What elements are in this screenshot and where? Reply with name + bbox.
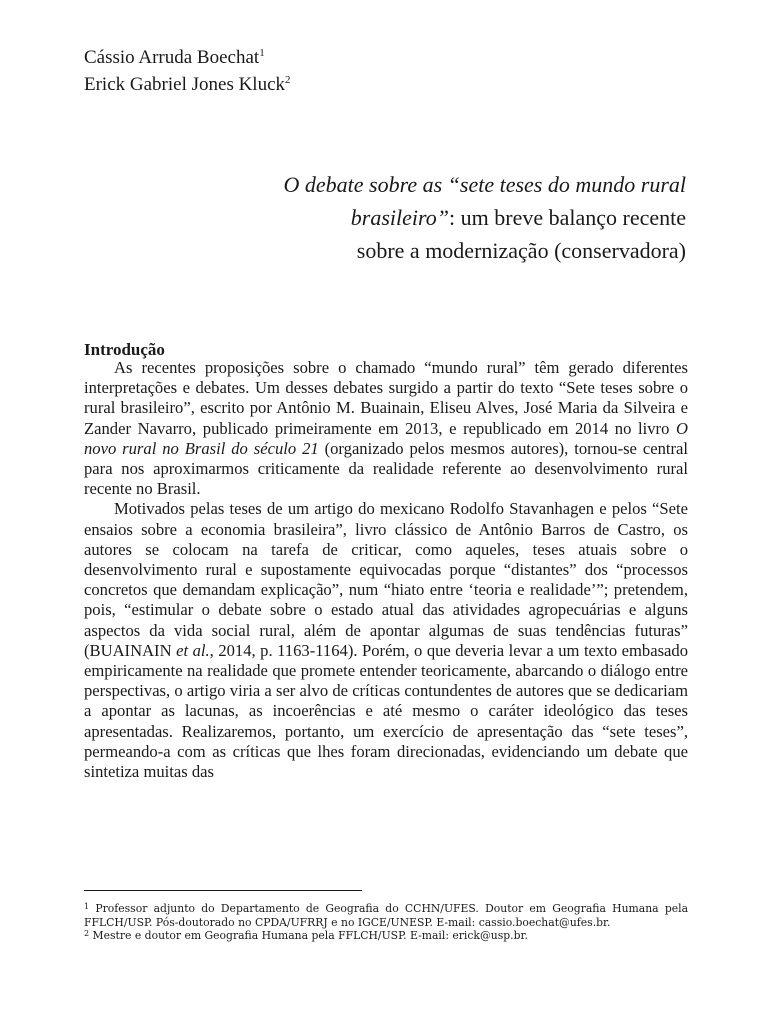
footnote-1: $^1$ Professor adjunto do Departamento de Geografia do CCHN/UFES. Doutor em Geografia Humana pela FFLCH/USP. Pós-doutorado no CPDA/UFRRJ e no IGCE/UNESP. E-mail: cassio.boechat@ufes.br. <box>84 902 689 929</box>
title-line-1: O debate sobre as “sete teses do mundo rural <box>283 172 686 197</box>
paper-title <box>126 168 686 267</box>
author-list <box>84 44 291 98</box>
paragraph-1: As recentes proposições sobre o chamado “mundo rural” têm gerado diferentes interpretações e debates. Um desses debates surgido a partir do texto “Sete teses sobre o rural brasileiro”, escrito por Antônio M. Buainain, Eliseu Alves, José Maria da Silveira e Zander Navarro, publicado primeiramente em 2013, e republicado em 2014 no livro O novo rural no Brasil do século 21 (organizado pelos mesmos autores), tornou-se central para nos aproximarmos criticamente da realidade referente ao desenvolvimento rural recente no Brasil. <box>84 358 688 499</box>
footnotes <box>84 902 688 943</box>
author-1: Cássio Arruda Boechat$^1$ <box>84 47 265 68</box>
title-line-3: sobre a modernização (conservadora) <box>356 238 686 263</box>
paragraph-2: Motivados pelas teses de um artigo do mexicano Rodolfo Stavanhagen e pelos “Sete ensaios sobre a economia brasileira”, livro clássico de Antônio Barros de Castro, os autores se colocam na tarefa de criticar, como aqueles, teses atuais sobre o desenvolvimento rural e supostamente equivocadas porque “distantes” dos “processos concretos que demandam explicação”, num “hiato entre ‘teoria e realidade’”; pretendem, pois, “estimular o debate sobre o estado atual das atividades agropecuárias e alguns aspectos da vida social rural, além de apontar algumas de suas tendências futuras” (BUAINAIN et al., 2014, p. 1163-1164). Porém, o que deveria levar a um texto embasado empiricamente na realidade que promete entender teoricamente, abarcando o diálogo entre perspectivas, o artigo viria a ser alvo de críticas contundentes de autores que se dedicariam a apontar as lacunas, as incoerências e até mesmo o caráter ideológico das teses apresentadas. Realizaremos, portanto, um exercício de apresentação das “sete teses”, permeando-a com as críticas que lhes foram direcionadas, evidenciando um debate que sintetiza muitas das <box>84 499 688 782</box>
footnote-ref-2[interactable]: 2 <box>285 74 291 86</box>
footnote-2: $^2$ Mestre e doutor em Geografia Humana pela FFLCH/USP. E-mail: erick@usp.br. <box>84 929 528 942</box>
section-heading: Introdução <box>84 340 165 359</box>
footnote-divider <box>84 890 362 891</box>
author-2: Erick Gabriel Jones Kluck$^2$ <box>84 74 291 95</box>
footnote-ref-1[interactable]: 1 <box>259 47 265 59</box>
body-text <box>84 358 688 850</box>
title-line-2: brasileiro”: um breve balanço recente <box>350 205 686 230</box>
